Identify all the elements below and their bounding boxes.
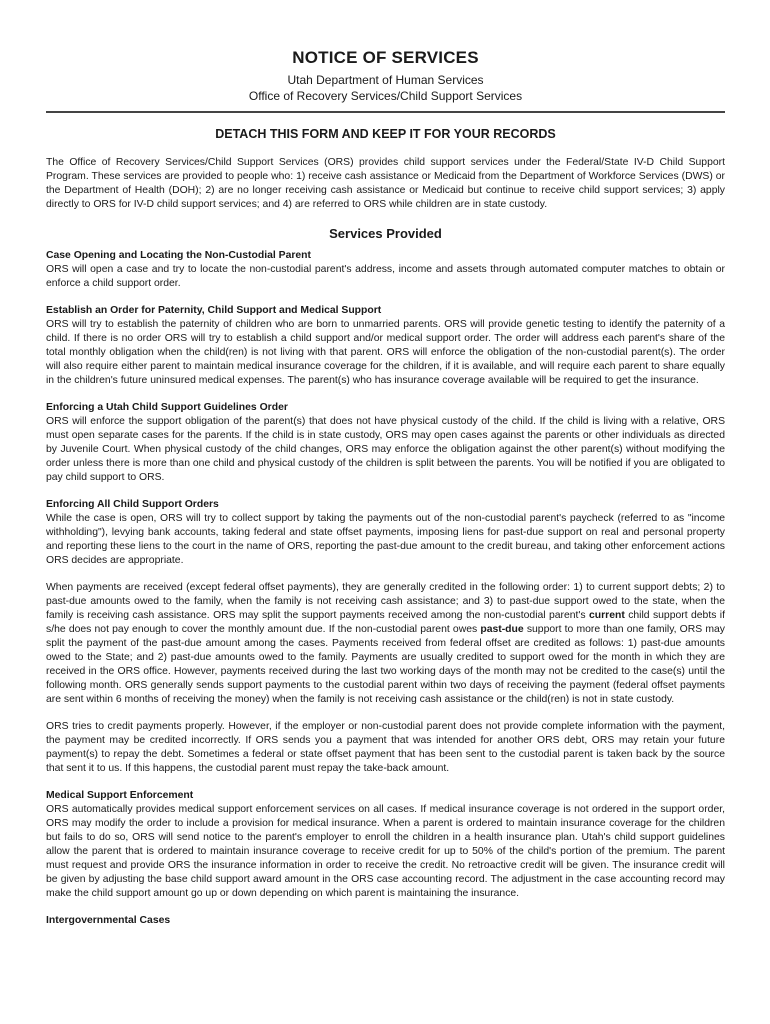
payments-bold-past-due: past-due	[480, 624, 524, 635]
section-medical-support	[46, 789, 725, 901]
section-establish-order	[46, 304, 725, 388]
credit-paragraph: ORS tries to credit payments properly. However, if the employer or non-custodial parent does not provide complete information with the payment, the payment may be credited incorrectly. If ORS sends you a payment that was intended for another ORS debt, ORS may retain your future payment(s) to repay the debt. Sometimes a federal or state offset payment that has been sent to the custodial parent is taken back by the source that sent it to us. If this happens, the custodial parent must repay the take-back amount.	[46, 721, 725, 774]
payments-text: When payments are received (except federal offset payments), they are generally credited in the following order: 1) to current support debts; 2) to past-due amounts owed to the family, when the family is not receiving cash assistance; and 3) to past-due support owed to the state, when the family is receiving cash assistance. ORS may split the support payments received among the non-custodial parent's	[46, 582, 725, 621]
section-body: ORS will try to establish the paternity of children who are born to unmarried parents. ORS will provide genetic testing to identify the paternity of a child. If there is no order ORS will try to establish a child support and/or medical support order. The order will address each parent's share of the total monthly obligation when the child(ren) is not living with that parent. ORS will enforce the obligation of the non-custodial parent(s). The order will also require either parent to maintain medical insurance coverage for the children, if it is available, and will require each parent to share equally in the children's future uninsured medical expenses. The parent(s) who has insurance coverage available will be required to get the insurance.	[46, 319, 725, 386]
page-title: NOTICE OF SERVICES	[292, 48, 479, 67]
section-body: While the case is open, ORS will try to collect support by taking the payments out of the non-custodial parent's paycheck (referred to as "income withholding"), levying bank accounts, taking federal and state offset payments, imposing liens for past-due support on real and personal property and reporting these liens to the court in the name of ORS, reporting the past-due amount to the credit bureau, and taking other enforcement actions ORS decides are appropriate.	[46, 513, 725, 566]
section-title: Enforcing All Child Support Orders	[46, 499, 219, 510]
services-heading: Services Provided	[329, 226, 442, 241]
section-enforcing-all-orders	[46, 498, 725, 568]
intro-paragraph: The Office of Recovery Services/Child Support Services (ORS) provides child support services under the Federal/State IV-D Child Support Program. These services are provided to people who: 1) receive cash assistance or Medicaid from the Department of Workforce Services (DWS) or the Department of Health (DOH); 2) are no longer receiving cash assistance or Medicaid but continue to receive child support services; 3) apply directly to ORS for IV-D child support services; and 4) are referred to ORS while children are in state custody.	[46, 157, 725, 210]
section-title: Case Opening and Locating the Non-Custodial Parent	[46, 250, 311, 261]
section-body: ORS will enforce the support obligation of the parent(s) that does not have physical custody of the child. If the child is living with a relative, ORS must open separate cases for the parents. If the child is in state custody, ORS may open cases against the parents or other individuals as directed by Juvenile Court. When physical custody of the child changes, ORS may enforce the obligation against the other parent(s) without modifying the order unless there is more than one child and physical custody of the children is split between the parents. You will be notified if you are obligated to pay child support to ORS.	[46, 416, 725, 483]
section-title: Intergovernmental Cases	[46, 915, 171, 926]
section-enforcing-utah-order	[46, 401, 725, 485]
department-name: Utah Department of Human Services	[287, 73, 484, 87]
section-body: ORS will open a case and try to locate the non-custodial parent's address, income and assets through automated computer matches to obtain or enforce a child support order.	[46, 264, 725, 289]
header-divider	[46, 111, 725, 113]
detach-notice: DETACH THIS FORM AND KEEP IT FOR YOUR RECORDS	[215, 127, 556, 141]
section-case-opening	[46, 249, 725, 291]
section-body: ORS automatically provides medical support enforcement services on all cases. If medical insurance coverage is not ordered in the support order, ORS may modify the order to include a provision for medical insurance. When a parent is ordered to maintain insurance coverage for the children but fails to do so, ORS will send notice to the parent's employer to enroll the children in a health insurance plan. Utah's child support guidelines allow the parent that is ordered to maintain insurance coverage to receive credit for up to 50% of the child's portion of the premium. The parent must request and provide ORS the insurance information in order to receive the credit. No retroactive credit will be given. The insurance credit will be given by adjusting the base child support award amount in the ORS case accounting record. The adjustment in the case accounting record may make the child support amount go up or down depending on which parent is maintaining the insurance.	[46, 804, 725, 899]
office-name: Office of Recovery Services/Child Support Services	[248, 89, 523, 103]
section-title: Enforcing a Utah Child Support Guidelines Order	[46, 402, 288, 413]
section-title: Establish an Order for Paternity, Child Support and Medical Support	[46, 305, 382, 316]
document-page	[46, 48, 725, 928]
payments-paragraph	[46, 581, 725, 707]
section-title: Medical Support Enforcement	[46, 790, 194, 801]
section-intergovernmental	[46, 914, 725, 928]
payments-text: child support debts if s/he does not pay enough to cover the monthly amount due. If the non-custodial parent owes	[46, 610, 725, 635]
payments-text: support to more than one family, ORS may split the payment of the past-due amount among the cases. Payments received from federal offset are credited as follows: 1) past-due amounts owed to the State; and 2) past-due amounts owed to the family. Payments are usually credited to support owed for the month in which they are received in the ORS office. However, payments received during the last two working days of the month may not be credited to the case(s) until the following month. ORS generally sends support payments to the custodial parent within two days of receiving the payment (federal offset payments are sent within 6 months of receiving the money) when the family is not receiving cash assistance or the child(ren) is not in state custody.	[46, 624, 725, 705]
payments-bold-current: current	[589, 610, 625, 621]
